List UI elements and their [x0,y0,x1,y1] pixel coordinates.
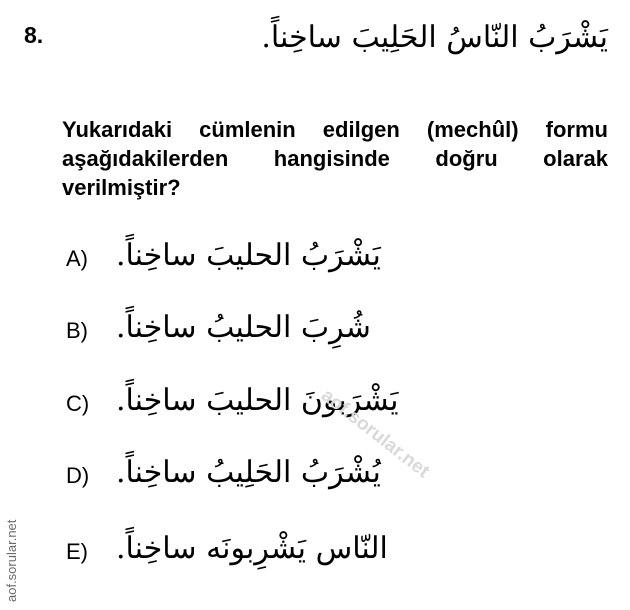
option-d-arabic: يُشْرَبُ الحَلِيبُ ساخِناً. [116,455,381,490]
question-number: 8. [24,22,44,48]
watermark-diagonal: aof.sorular.net [317,385,434,483]
option-e[interactable] [66,531,586,581]
option-d[interactable] [66,455,586,505]
option-b-arabic: شُرِبَ الحليبُ ساخِناً. [116,310,371,345]
option-d-label: D) [66,463,90,488]
option-e-arabic: النّاس يَشْرِبونَه ساخِناً. [116,531,388,566]
option-c-label: C) [66,391,90,416]
option-c-arabic: يَشْرَبونَ الحليبَ ساخِناً. [116,383,399,418]
option-a[interactable] [66,238,586,288]
option-e-label: E) [66,539,88,564]
option-a-label: A) [66,246,88,271]
question-stem-arabic: يَشْرَبُ النّاسُ الحَلِيبَ ساخِناً. [261,20,608,55]
option-b[interactable] [66,310,586,360]
question-prompt: Yukarıdaki cümlenin edilgen (mechûl) formu aşağıdakilerden hangisinde doğru olarak verilmiştir? [62,117,608,200]
option-b-label: B) [66,318,88,343]
option-a-arabic: يَشْرَبُ الحليبَ ساخِناً. [116,238,381,273]
watermark-side: aof.sorular.net [4,519,19,602]
